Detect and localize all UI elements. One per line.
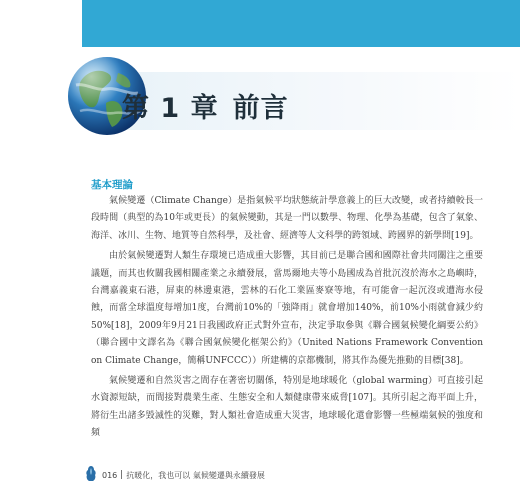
- chapter-name: 前言: [232, 93, 289, 124]
- body-text: [91, 193, 483, 446]
- top-color-bar: [82, 0, 520, 47]
- book-subtitle: 氣候變遷與永續發展: [192, 471, 265, 480]
- paragraph-2: 由於氣候變遷對人類生存環境已造成重大影響，其目前已是聯合國和國際社會共同關注之重要議題，而其也攸關我國相關產業之永續發展，當馬爾地夫等小島國成為首批沉沒於海水之島嶼時，台灣嘉義東石港，屏東的林邊東港，雲林的石化工業區麥寮等地，有可能會一起沉沒或遭海水侵蝕，而當全球溫度每增加1度，台灣前10%的「強降雨」就會增加140%，前10%小雨就會減少約50%[18]，2009年9月21日我國政府正式對外宣布，決定爭取參與《聯合國氣候變化綱要公約》（聯合國中文譯名為《聯合國氣候變化框架公約》（United Nations Framework Convention on Climate Change，簡稱UNFCCC））所建構的京都機制，將其作為優先推動的目標[38]。: [91, 251, 483, 366]
- section-heading: 基本理論: [91, 179, 133, 191]
- paragraph-3: 氣候變遷和自然災害之間存在著密切關係，特別是地球暖化（global warming）可直接引起水資源短缺，而間接對農業生產、生態安全和人類健康帶來威脅[107]。其所引起之海平面上升，將衍生出諸多毀滅性的災難，對人類社會造成重大災害，地球暖化還會影響一些極端氣候的強度和頻: [91, 376, 483, 439]
- book-title: 抗暖化，我也可以: [126, 471, 191, 480]
- chapter-number: 第 1 章: [122, 93, 219, 124]
- chapter-title: [122, 86, 303, 125]
- paragraph-1: 氣候變遷（Climate Change）是指氣候平均狀態統計學意義上的巨大改變，或者持續較長一段時間（典型的為10年或更長）的氣候變動，其是一門以數學、物理、化學為基礎，包含了氣象、海洋、冰川、生物、地質等自然科學，及社會、經濟等人文科學的跨領域、跨國界的新學問[19]。: [91, 196, 483, 241]
- page-number: 016: [102, 471, 118, 480]
- book-icon: [84, 465, 98, 483]
- footer-divider: [121, 470, 122, 479]
- chapter-header: [66, 55, 520, 148]
- page-footer: [84, 465, 384, 485]
- footer-text: [102, 470, 265, 481]
